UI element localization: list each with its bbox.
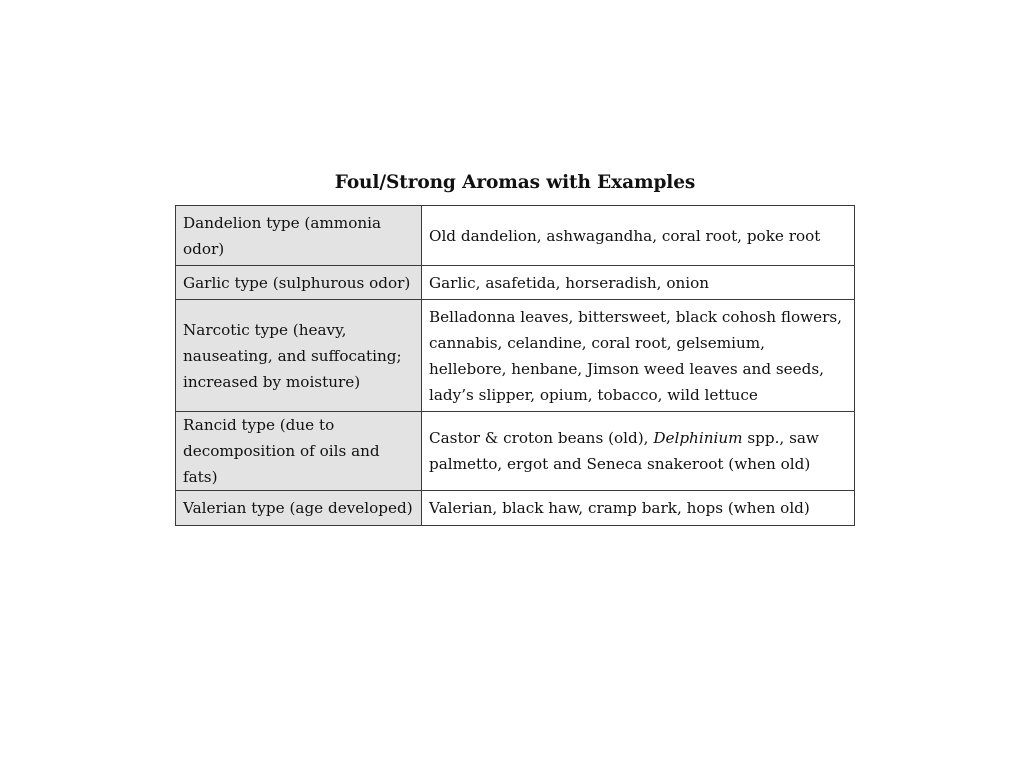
examples-text: spp., saw palmetto, ergot and Seneca snakeroot (when old) bbox=[429, 429, 819, 473]
examples-cell: Valerian, black haw, cramp bark, hops (when old) bbox=[422, 491, 855, 526]
aroma-type-cell: Rancid type (due to decomposition of oils and fats) bbox=[176, 412, 422, 491]
table-row bbox=[176, 300, 855, 412]
table-row bbox=[176, 266, 855, 300]
aroma-type-cell: Dandelion type (ammonia odor) bbox=[176, 206, 422, 266]
aroma-type-cell: Narcotic type (heavy, nauseating, and suffocating; increased by moisture) bbox=[176, 300, 422, 412]
examples-cell: Belladonna leaves, bittersweet, black cohosh flowers, cannabis, celandine, coral root, gelsemium, hellebore, henbane, Jimson weed leaves and seeds, lady’s slipper, opium, tobacco, wild lettuce bbox=[422, 300, 855, 412]
examples-text: Castor & croton beans (old), bbox=[429, 429, 654, 447]
aroma-type-cell: Garlic type (sulphurous odor) bbox=[176, 266, 422, 300]
table-row bbox=[176, 206, 855, 266]
table-row bbox=[176, 412, 855, 491]
examples-cell: Old dandelion, ashwagandha, coral root, poke root bbox=[422, 206, 855, 266]
table-row bbox=[176, 491, 855, 526]
aroma-table bbox=[175, 205, 855, 526]
genus-name: Delphinium bbox=[653, 429, 743, 447]
aroma-type-cell: Valerian type (age developed) bbox=[176, 491, 422, 526]
table-title: Foul/Strong Aromas with Examples bbox=[334, 172, 696, 193]
examples-cell bbox=[422, 412, 855, 491]
examples-cell: Garlic, asafetida, horseradish, onion bbox=[422, 266, 855, 300]
